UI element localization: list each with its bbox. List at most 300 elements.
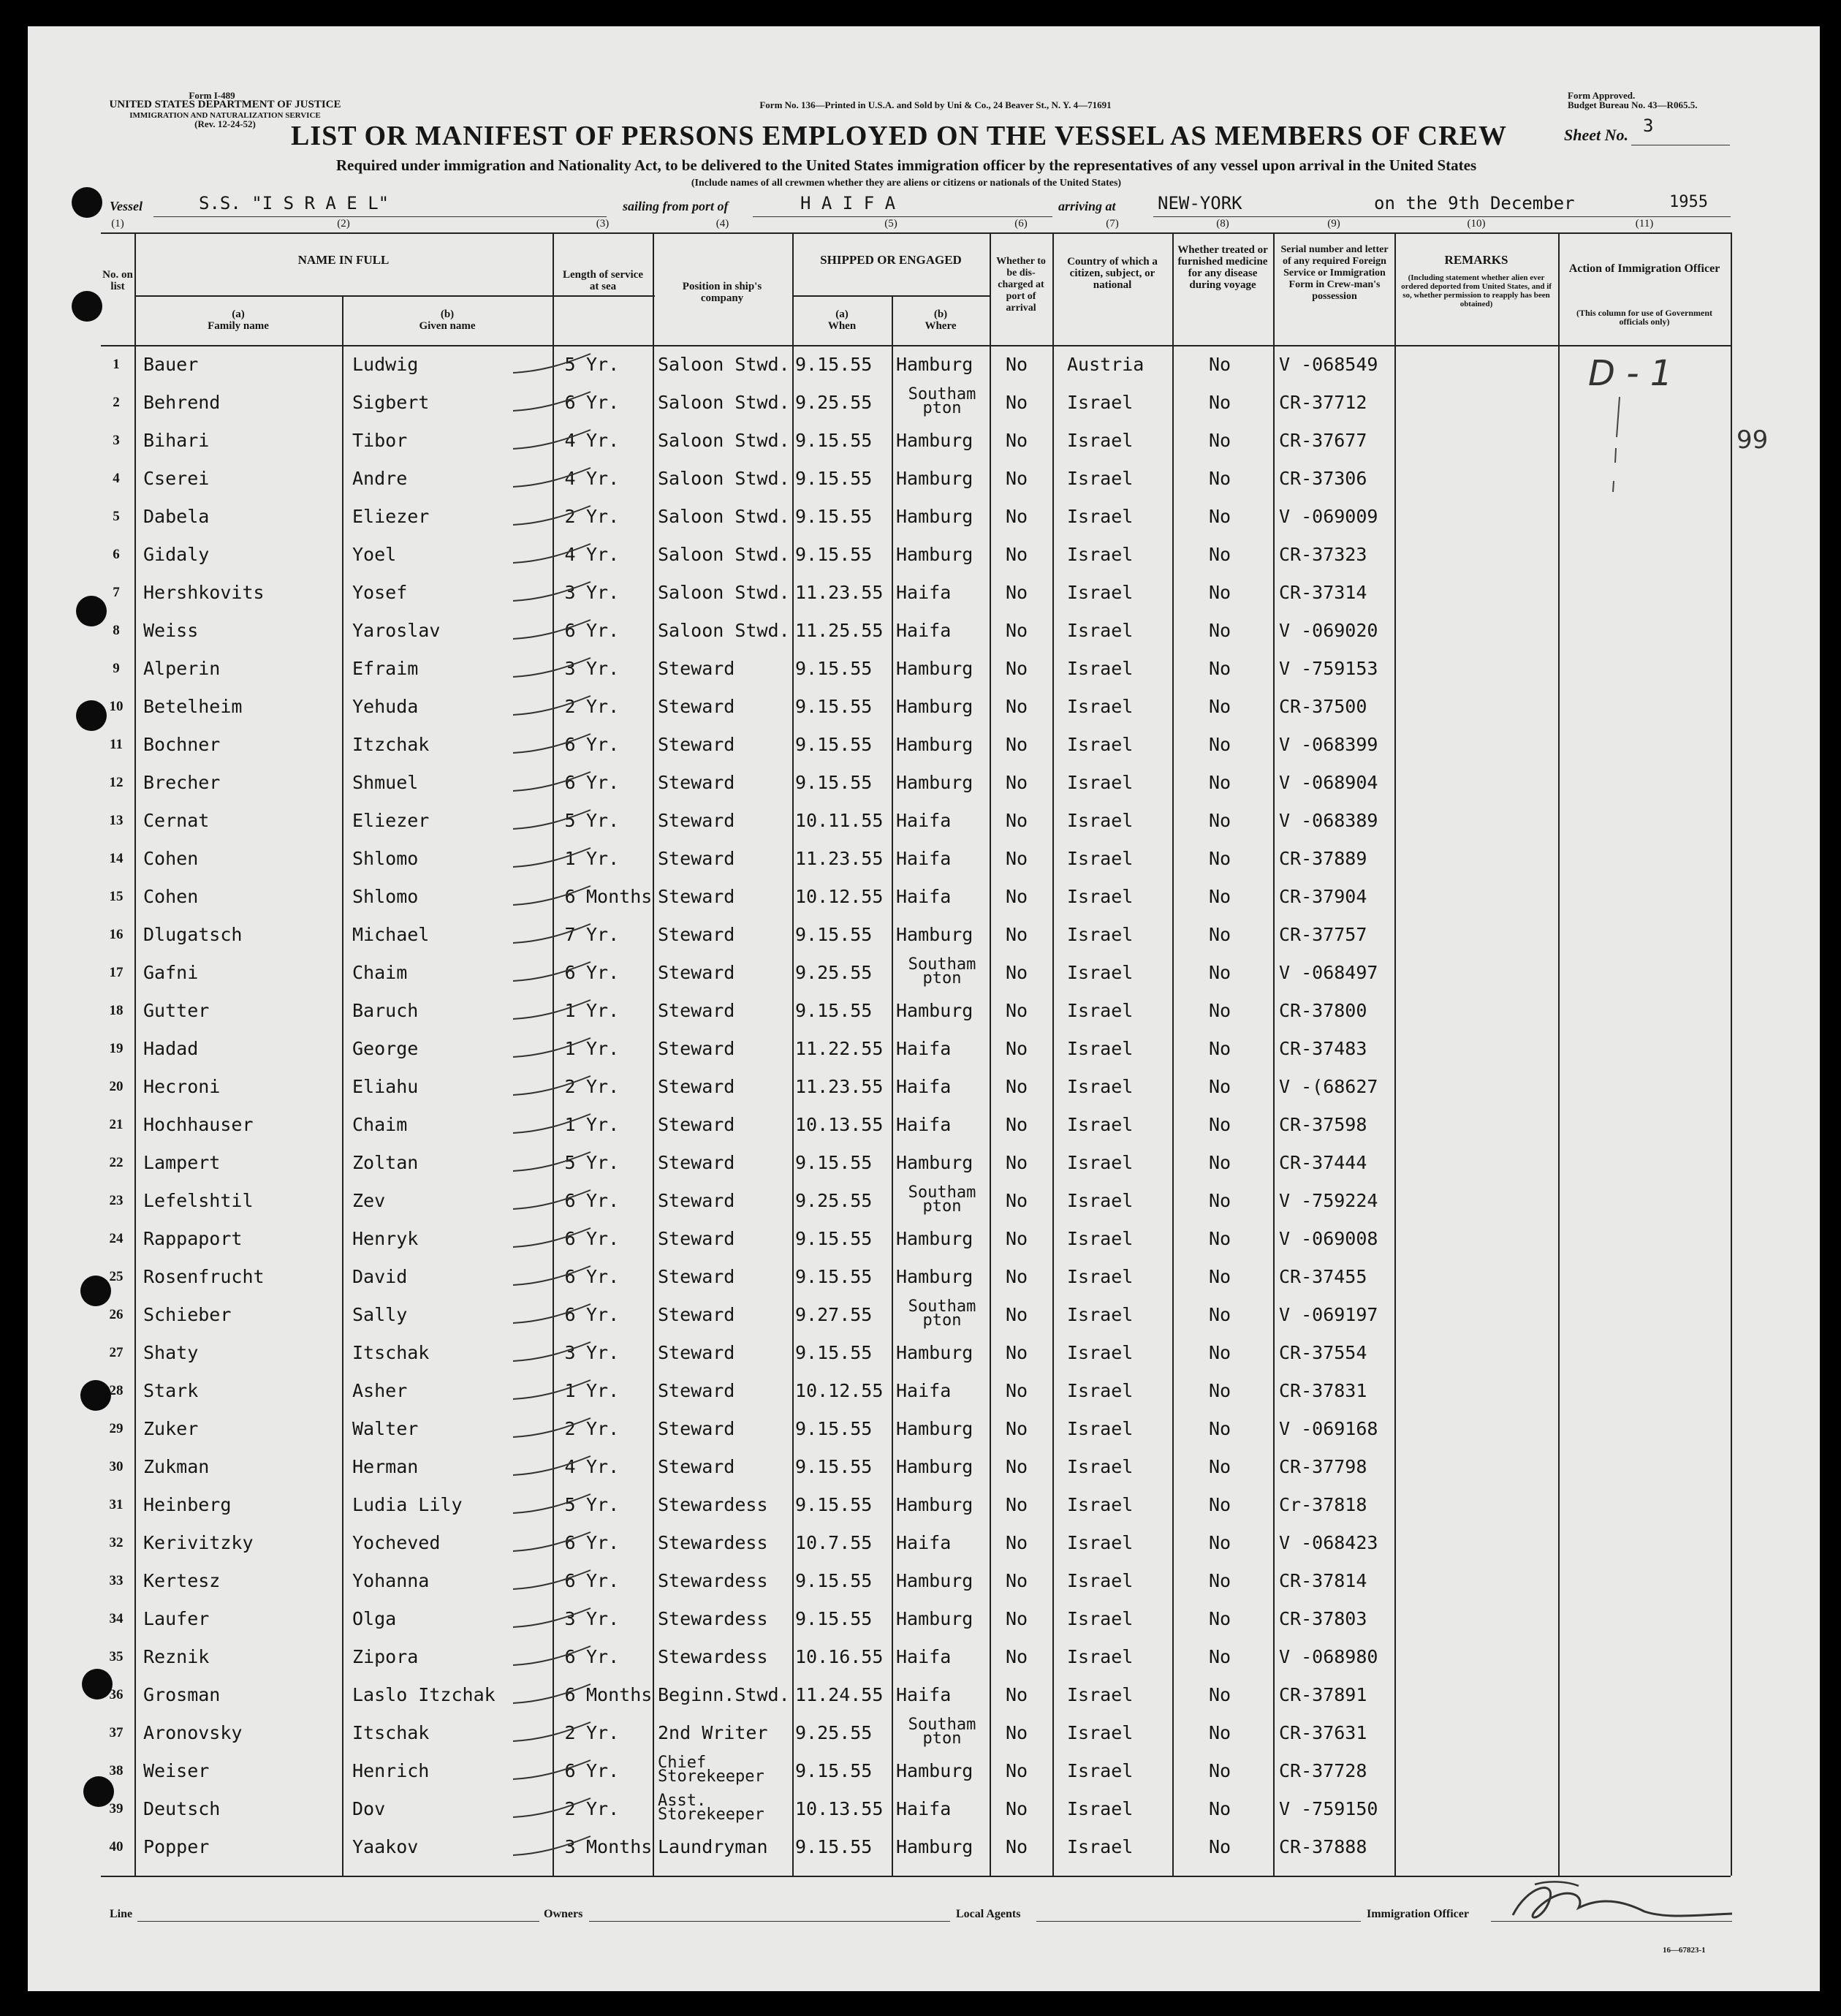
cell-where: Haifa bbox=[896, 848, 952, 869]
col-number: (8) bbox=[1216, 218, 1229, 230]
cell-family: Alperin bbox=[143, 658, 221, 679]
cell-len: 6 bbox=[564, 886, 576, 907]
check-mark bbox=[510, 1566, 598, 1595]
cell-dis: No bbox=[1006, 430, 1028, 451]
check-mark bbox=[510, 768, 598, 797]
check-mark bbox=[510, 387, 598, 417]
cell-family: Lampert bbox=[143, 1152, 221, 1173]
cell-serial: CR-37889 bbox=[1279, 848, 1367, 869]
cell-where: Haifa bbox=[896, 1646, 952, 1667]
check-mark bbox=[510, 1338, 598, 1367]
cell-given: Shlomo bbox=[352, 848, 419, 869]
officer-annotation-d1: D - 1 bbox=[1588, 353, 1673, 394]
cell-unit: Yr. bbox=[586, 1456, 620, 1477]
row-number: 9 bbox=[113, 661, 120, 676]
check-mark bbox=[510, 1148, 598, 1177]
cell-dis: No bbox=[1006, 1076, 1028, 1097]
cell-when: 9.15.55 bbox=[795, 468, 873, 489]
cell-med: No bbox=[1209, 1836, 1231, 1857]
cell-given: Chaim bbox=[352, 1114, 408, 1135]
header-when-a: (a) bbox=[835, 308, 849, 320]
cell-pos: Saloon Stwd. bbox=[658, 468, 790, 489]
cell-serial: CR-37728 bbox=[1279, 1760, 1367, 1781]
cell-serial: CR-37888 bbox=[1279, 1836, 1367, 1857]
printer-line: Form No. 136—Printed in U.S.A. and Sold by Uni & Co., 24 Beaver St., N. Y. 4—71691 bbox=[759, 99, 1112, 110]
cell-when: 9.15.55 bbox=[795, 1342, 873, 1363]
officer-pencil-mark bbox=[1606, 393, 1628, 510]
cell-family: Grosman bbox=[143, 1684, 221, 1705]
cell-len: 1 bbox=[564, 848, 576, 869]
cell-len: 2 bbox=[564, 1798, 576, 1819]
cell-given: Yoel bbox=[352, 544, 397, 565]
cell-len: 1 bbox=[564, 1114, 576, 1135]
cell-unit: Yr. bbox=[586, 1570, 620, 1591]
cell-med: No bbox=[1209, 544, 1231, 565]
cell-given: Zipora bbox=[352, 1646, 419, 1667]
cell-unit: Yr. bbox=[586, 810, 620, 831]
cell-where: Southam pton bbox=[908, 1297, 976, 1330]
cell-serial: CR-37904 bbox=[1279, 886, 1367, 907]
cell-family: Hochhauser bbox=[143, 1114, 254, 1135]
cell-country: Israel bbox=[1067, 1114, 1134, 1135]
cell-country: Israel bbox=[1067, 1570, 1134, 1591]
row-number: 24 bbox=[109, 1231, 124, 1246]
cell-unit: Yr. bbox=[586, 468, 620, 489]
row-number: 6 bbox=[113, 547, 120, 562]
cell-med: No bbox=[1209, 1000, 1231, 1021]
check-mark bbox=[510, 1072, 598, 1101]
cell-serial: V -069020 bbox=[1279, 620, 1378, 641]
cell-given: Eliezer bbox=[352, 810, 430, 831]
cell-given: Yosef bbox=[352, 582, 408, 603]
cell-family: Hershkovits bbox=[143, 582, 265, 603]
row-number: 26 bbox=[109, 1307, 124, 1322]
col-number: (3) bbox=[596, 218, 610, 230]
cell-where: Hamburg bbox=[896, 772, 973, 793]
footer-agents-rule bbox=[1036, 1921, 1361, 1922]
cell-len: 6 bbox=[564, 1304, 576, 1325]
cell-family: Reznik bbox=[143, 1646, 210, 1667]
col-number: (5) bbox=[884, 218, 897, 230]
cell-given: Yohanna bbox=[352, 1570, 430, 1591]
cell-dis: No bbox=[1006, 696, 1028, 717]
row-number: 21 bbox=[109, 1117, 124, 1132]
cell-med: No bbox=[1209, 734, 1231, 755]
cell-serial: V -069168 bbox=[1279, 1418, 1378, 1439]
footer-owners-label: Owners bbox=[544, 1908, 583, 1920]
arrival-year: 1955 bbox=[1669, 193, 1708, 211]
cell-med: No bbox=[1209, 1532, 1231, 1553]
cell-med: No bbox=[1209, 848, 1231, 869]
cell-len: 4 bbox=[564, 468, 576, 489]
header-name-in-full: NAME IN FULL bbox=[297, 253, 390, 267]
cell-given: Shmuel bbox=[352, 772, 419, 793]
check-mark bbox=[510, 1490, 598, 1519]
cell-len: 6 bbox=[564, 962, 576, 983]
footer-form-code: 16—67823-1 bbox=[1663, 1946, 1706, 1955]
row-number: 14 bbox=[109, 851, 124, 866]
row-number: 18 bbox=[109, 1003, 124, 1018]
cell-med: No bbox=[1209, 1646, 1231, 1667]
name-subheader-rule bbox=[134, 295, 655, 297]
cell-where: Hamburg bbox=[896, 1608, 973, 1629]
cell-pos: Stewardess bbox=[658, 1608, 768, 1629]
cell-dis: No bbox=[1006, 1266, 1028, 1287]
cell-when: 10.16.55 bbox=[795, 1646, 884, 1667]
cell-country: Israel bbox=[1067, 772, 1134, 793]
cell-med: No bbox=[1209, 772, 1231, 793]
cell-pos: Saloon Stwd. bbox=[658, 392, 790, 413]
cell-family: Gutter bbox=[143, 1000, 210, 1021]
check-mark bbox=[510, 806, 598, 835]
cell-unit: Yr. bbox=[586, 1722, 620, 1743]
arriving-label: arriving at bbox=[1058, 199, 1116, 213]
cell-pos: Asst. Storekeeper bbox=[658, 1792, 764, 1824]
cell-family: Schieber bbox=[143, 1304, 232, 1325]
row-number: 38 bbox=[109, 1763, 124, 1778]
cell-unit: Yr. bbox=[586, 544, 620, 565]
cell-unit: Yr. bbox=[586, 1646, 620, 1667]
cell-med: No bbox=[1209, 506, 1231, 527]
cell-len: 5 bbox=[564, 1494, 576, 1515]
cell-family: Weiser bbox=[143, 1760, 210, 1781]
cell-serial: CR-37831 bbox=[1279, 1380, 1367, 1401]
col-rule bbox=[1558, 232, 1560, 1876]
cell-when: 11.24.55 bbox=[795, 1684, 884, 1705]
header-bottom-rule bbox=[101, 345, 1731, 346]
row-number: 20 bbox=[109, 1079, 124, 1094]
cell-med: No bbox=[1209, 810, 1231, 831]
row-number: 35 bbox=[109, 1649, 124, 1664]
cell-family: Lefelshtil bbox=[143, 1190, 254, 1211]
cell-country: Israel bbox=[1067, 1228, 1134, 1249]
include-note: (Include names of all crewmen whether they are aliens or citizens or nationals of the United States) bbox=[691, 178, 1122, 189]
cell-when: 9.15.55 bbox=[795, 1228, 873, 1249]
cell-country: Israel bbox=[1067, 1760, 1134, 1781]
cell-given: Yaroslav bbox=[352, 620, 441, 641]
cell-family: Rosenfrucht bbox=[143, 1266, 265, 1287]
cell-med: No bbox=[1209, 582, 1231, 603]
cell-serial: V -068389 bbox=[1279, 810, 1378, 831]
row-number: 11 bbox=[110, 737, 123, 752]
cell-when: 9.15.55 bbox=[795, 354, 873, 375]
cell-family: Gidaly bbox=[143, 544, 210, 565]
cell-dis: No bbox=[1006, 1152, 1028, 1173]
check-mark bbox=[510, 882, 598, 911]
cell-len: 6 bbox=[564, 772, 576, 793]
cell-dis: No bbox=[1006, 1570, 1028, 1591]
cell-dis: No bbox=[1006, 734, 1028, 755]
header-position: Position in ship's company bbox=[682, 281, 762, 304]
cell-med: No bbox=[1209, 354, 1231, 375]
row-number: 25 bbox=[109, 1269, 124, 1284]
punch-hole bbox=[72, 291, 102, 322]
row-number: 32 bbox=[109, 1535, 124, 1550]
cell-pos: Steward bbox=[658, 1418, 735, 1439]
check-mark bbox=[510, 1300, 598, 1329]
cell-len: 6 bbox=[564, 1646, 576, 1667]
cell-med: No bbox=[1209, 620, 1231, 641]
cell-dis: No bbox=[1006, 544, 1028, 565]
cell-country: Israel bbox=[1067, 1494, 1134, 1515]
col-rule bbox=[1052, 232, 1054, 1876]
cell-med: No bbox=[1209, 886, 1231, 907]
cell-med: No bbox=[1209, 1684, 1231, 1705]
cell-serial: CR-37554 bbox=[1279, 1342, 1367, 1363]
table-bottom-rule bbox=[101, 1876, 1731, 1877]
cell-pos: Steward bbox=[658, 772, 735, 793]
row-number: 7 bbox=[113, 585, 120, 600]
cell-where: Southam pton bbox=[908, 1183, 976, 1216]
row-number: 28 bbox=[109, 1383, 124, 1398]
cell-when: 9.15.55 bbox=[795, 924, 873, 945]
cell-where: Haifa bbox=[896, 1114, 952, 1135]
cell-pos: Steward bbox=[658, 734, 735, 755]
row-number: 16 bbox=[109, 927, 124, 942]
cell-dis: No bbox=[1006, 1342, 1028, 1363]
cell-given: Zoltan bbox=[352, 1152, 419, 1173]
cell-serial: CR-37483 bbox=[1279, 1038, 1367, 1059]
cell-when: 9.15.55 bbox=[795, 772, 873, 793]
cell-serial: Cr-37818 bbox=[1279, 1494, 1367, 1515]
cell-family: Behrend bbox=[143, 392, 221, 413]
cell-when: 9.25.55 bbox=[795, 1190, 873, 1211]
cell-serial: V -069008 bbox=[1279, 1228, 1378, 1249]
check-mark bbox=[510, 577, 598, 607]
header-where: Where bbox=[925, 320, 957, 332]
cell-where: Haifa bbox=[896, 1076, 952, 1097]
cell-given: Itzchak bbox=[352, 734, 430, 755]
cell-family: Laufer bbox=[143, 1608, 210, 1629]
cell-serial: V -759150 bbox=[1279, 1798, 1378, 1819]
cell-med: No bbox=[1209, 1798, 1231, 1819]
cell-unit: Yr. bbox=[586, 506, 620, 527]
cell-where: Haifa bbox=[896, 1798, 952, 1819]
cell-pos: Saloon Stwd. bbox=[658, 430, 790, 451]
table-top-rule bbox=[101, 232, 1731, 234]
cell-pos: Saloon Stwd. bbox=[658, 582, 790, 603]
cell-pos: Chief Storekeeper bbox=[658, 1754, 764, 1786]
cell-dis: No bbox=[1006, 1608, 1028, 1629]
cell-med: No bbox=[1209, 1722, 1231, 1743]
col-number: (6) bbox=[1014, 218, 1028, 230]
cell-unit: Yr. bbox=[586, 1380, 620, 1401]
cell-country: Israel bbox=[1067, 582, 1134, 603]
cell-len: 6 bbox=[564, 1760, 576, 1781]
cell-where: Hamburg bbox=[896, 1494, 973, 1515]
cell-len: 6 bbox=[564, 1190, 576, 1211]
cell-country: Israel bbox=[1067, 544, 1134, 565]
cell-when: 9.15.55 bbox=[795, 1836, 873, 1857]
col-rule bbox=[1273, 232, 1275, 1876]
cell-serial: V -759153 bbox=[1279, 658, 1378, 679]
cell-given: Baruch bbox=[352, 1000, 419, 1021]
cell-dis: No bbox=[1006, 1456, 1028, 1477]
cell-med: No bbox=[1209, 1380, 1231, 1401]
row-number: 31 bbox=[109, 1497, 124, 1512]
cell-when: 9.15.55 bbox=[795, 1266, 873, 1287]
cell-family: Zuker bbox=[143, 1418, 199, 1439]
cell-when: 9.15.55 bbox=[795, 1760, 873, 1781]
cell-given: Andre bbox=[352, 468, 408, 489]
cell-country: Israel bbox=[1067, 392, 1134, 413]
cell-given: Chaim bbox=[352, 962, 408, 983]
cell-pos: Steward bbox=[658, 886, 735, 907]
cell-pos: Steward bbox=[658, 1152, 735, 1173]
cell-len: 2 bbox=[564, 1076, 576, 1097]
cell-unit: Yr. bbox=[586, 696, 620, 717]
cell-unit: Yr. bbox=[586, 1266, 620, 1287]
cell-dis: No bbox=[1006, 620, 1028, 641]
cell-unit: Months bbox=[586, 1684, 653, 1705]
cell-country: Israel bbox=[1067, 1152, 1134, 1173]
check-mark bbox=[510, 958, 598, 987]
cell-given: Itschak bbox=[352, 1722, 430, 1743]
footer-line-label: Line bbox=[110, 1908, 133, 1920]
cell-len: 6 bbox=[564, 620, 576, 641]
col-rule bbox=[342, 295, 343, 1876]
row-number: 1 bbox=[113, 357, 120, 372]
cell-pos: Steward bbox=[658, 1266, 735, 1287]
check-mark bbox=[510, 1452, 598, 1481]
cell-dis: No bbox=[1006, 886, 1028, 907]
check-mark bbox=[510, 501, 598, 531]
cell-pos: Steward bbox=[658, 658, 735, 679]
cell-len: 1 bbox=[564, 1380, 576, 1401]
cell-serial: CR-37891 bbox=[1279, 1684, 1367, 1705]
cell-given: Yocheved bbox=[352, 1532, 441, 1553]
cell-pos: Steward bbox=[658, 1456, 735, 1477]
cell-med: No bbox=[1209, 468, 1231, 489]
cell-when: 10.13.55 bbox=[795, 1798, 884, 1819]
cell-len: 2 bbox=[564, 1722, 576, 1743]
cell-when: 10.12.55 bbox=[795, 886, 884, 907]
check-mark bbox=[510, 1604, 598, 1633]
cell-pos: Steward bbox=[658, 1038, 735, 1059]
check-mark bbox=[510, 1224, 598, 1253]
check-mark bbox=[510, 1832, 598, 1861]
cell-country: Israel bbox=[1067, 1304, 1134, 1325]
cell-med: No bbox=[1209, 924, 1231, 945]
cell-when: 9.15.55 bbox=[795, 1000, 873, 1021]
cell-unit: Yr. bbox=[586, 1760, 620, 1781]
cell-when: 9.25.55 bbox=[795, 392, 873, 413]
cell-dis: No bbox=[1006, 354, 1028, 375]
row-number: 8 bbox=[113, 623, 120, 638]
cell-where: Haifa bbox=[896, 620, 952, 641]
cell-serial: CR-37323 bbox=[1279, 544, 1367, 565]
cell-dis: No bbox=[1006, 1722, 1028, 1743]
cell-dis: No bbox=[1006, 772, 1028, 793]
cell-given: Ludia Lily bbox=[352, 1494, 463, 1515]
check-mark bbox=[510, 1110, 598, 1139]
cell-med: No bbox=[1209, 696, 1231, 717]
col-rule bbox=[134, 232, 136, 1876]
check-mark bbox=[510, 1376, 598, 1405]
cell-unit: Yr. bbox=[586, 1532, 620, 1553]
shipped-subheader-rule bbox=[792, 295, 990, 297]
cell-len: 3 bbox=[564, 1836, 576, 1857]
cell-country: Israel bbox=[1067, 1646, 1134, 1667]
cell-where: Haifa bbox=[896, 1038, 952, 1059]
cell-len: 7 bbox=[564, 924, 576, 945]
header-action-note: (This column for use of Government officials only) bbox=[1576, 308, 1713, 327]
cell-len: 5 bbox=[564, 810, 576, 831]
cell-serial: CR-37800 bbox=[1279, 1000, 1367, 1021]
cell-country: Israel bbox=[1067, 658, 1134, 679]
header-given-b: (b) bbox=[440, 308, 455, 320]
cell-dis: No bbox=[1006, 1038, 1028, 1059]
cell-med: No bbox=[1209, 1570, 1231, 1591]
cell-dis: No bbox=[1006, 1760, 1028, 1781]
department-name: UNITED STATES DEPARTMENT OF JUSTICE bbox=[109, 99, 341, 110]
header-remarks: REMARKS bbox=[1444, 253, 1508, 267]
row-number: 34 bbox=[109, 1611, 124, 1626]
cell-unit: Yr. bbox=[586, 658, 620, 679]
cell-dis: No bbox=[1006, 1380, 1028, 1401]
check-mark bbox=[510, 1186, 598, 1215]
cell-where: Southam pton bbox=[908, 1716, 976, 1748]
cell-med: No bbox=[1209, 1228, 1231, 1249]
cell-family: Gafni bbox=[143, 962, 199, 983]
cell-given: Sally bbox=[352, 1304, 408, 1325]
cell-country: Israel bbox=[1067, 1418, 1134, 1439]
cell-family: Bochner bbox=[143, 734, 221, 755]
header-discharged: Whether to be dis-charged at port of arrival bbox=[996, 256, 1046, 314]
check-mark bbox=[510, 463, 598, 493]
cell-unit: Yr. bbox=[586, 1608, 620, 1629]
cell-dis: No bbox=[1006, 1228, 1028, 1249]
header-serial: Serial number and letter of any required Foreign Service or Immigration Form in Crew-man's possession bbox=[1280, 244, 1389, 302]
cell-where: Hamburg bbox=[896, 1266, 973, 1287]
cell-med: No bbox=[1209, 1760, 1231, 1781]
cell-given: Yehuda bbox=[352, 696, 419, 717]
page-title: LIST OR MANIFEST OF PERSONS EMPLOYED ON THE VESSEL AS MEMBERS OF CREW bbox=[291, 121, 1507, 151]
cell-pos: Steward bbox=[658, 1228, 735, 1249]
sailing-label: sailing from port of bbox=[623, 199, 729, 213]
cell-family: Cserei bbox=[143, 468, 210, 489]
cell-country: Israel bbox=[1067, 1836, 1134, 1857]
subtitle: Required under immigration and Nationality Act, to be delivered to the United States immigration officer by the representatives of any vessel upon arrival in the United States bbox=[335, 156, 1477, 174]
cell-given: Michael bbox=[352, 924, 430, 945]
cell-len: 5 bbox=[564, 354, 576, 375]
cell-med: No bbox=[1209, 1456, 1231, 1477]
cell-given: Shlomo bbox=[352, 886, 419, 907]
cell-when: 9.25.55 bbox=[795, 962, 873, 983]
check-mark bbox=[510, 1528, 598, 1557]
cell-dis: No bbox=[1006, 924, 1028, 945]
check-mark bbox=[510, 1414, 598, 1443]
cell-unit: Yr. bbox=[586, 734, 620, 755]
cell-len: 2 bbox=[564, 1418, 576, 1439]
cell-family: Popper bbox=[143, 1836, 210, 1857]
row-number: 13 bbox=[109, 813, 124, 828]
cell-given: David bbox=[352, 1266, 408, 1287]
cell-med: No bbox=[1209, 962, 1231, 983]
check-mark bbox=[510, 539, 598, 569]
cell-when: 11.23.55 bbox=[795, 582, 884, 603]
cell-when: 9.15.55 bbox=[795, 696, 873, 717]
cell-given: George bbox=[352, 1038, 419, 1059]
col-rule bbox=[1172, 232, 1174, 1876]
sheet-label: Sheet No. bbox=[1564, 126, 1628, 144]
header-family-name: Family name bbox=[208, 320, 269, 332]
cell-serial: V -068549 bbox=[1279, 354, 1378, 375]
cell-where: Haifa bbox=[896, 582, 952, 603]
cell-len: 6 bbox=[564, 1532, 576, 1553]
cell-med: No bbox=[1209, 392, 1231, 413]
cell-given: Asher bbox=[352, 1380, 408, 1401]
